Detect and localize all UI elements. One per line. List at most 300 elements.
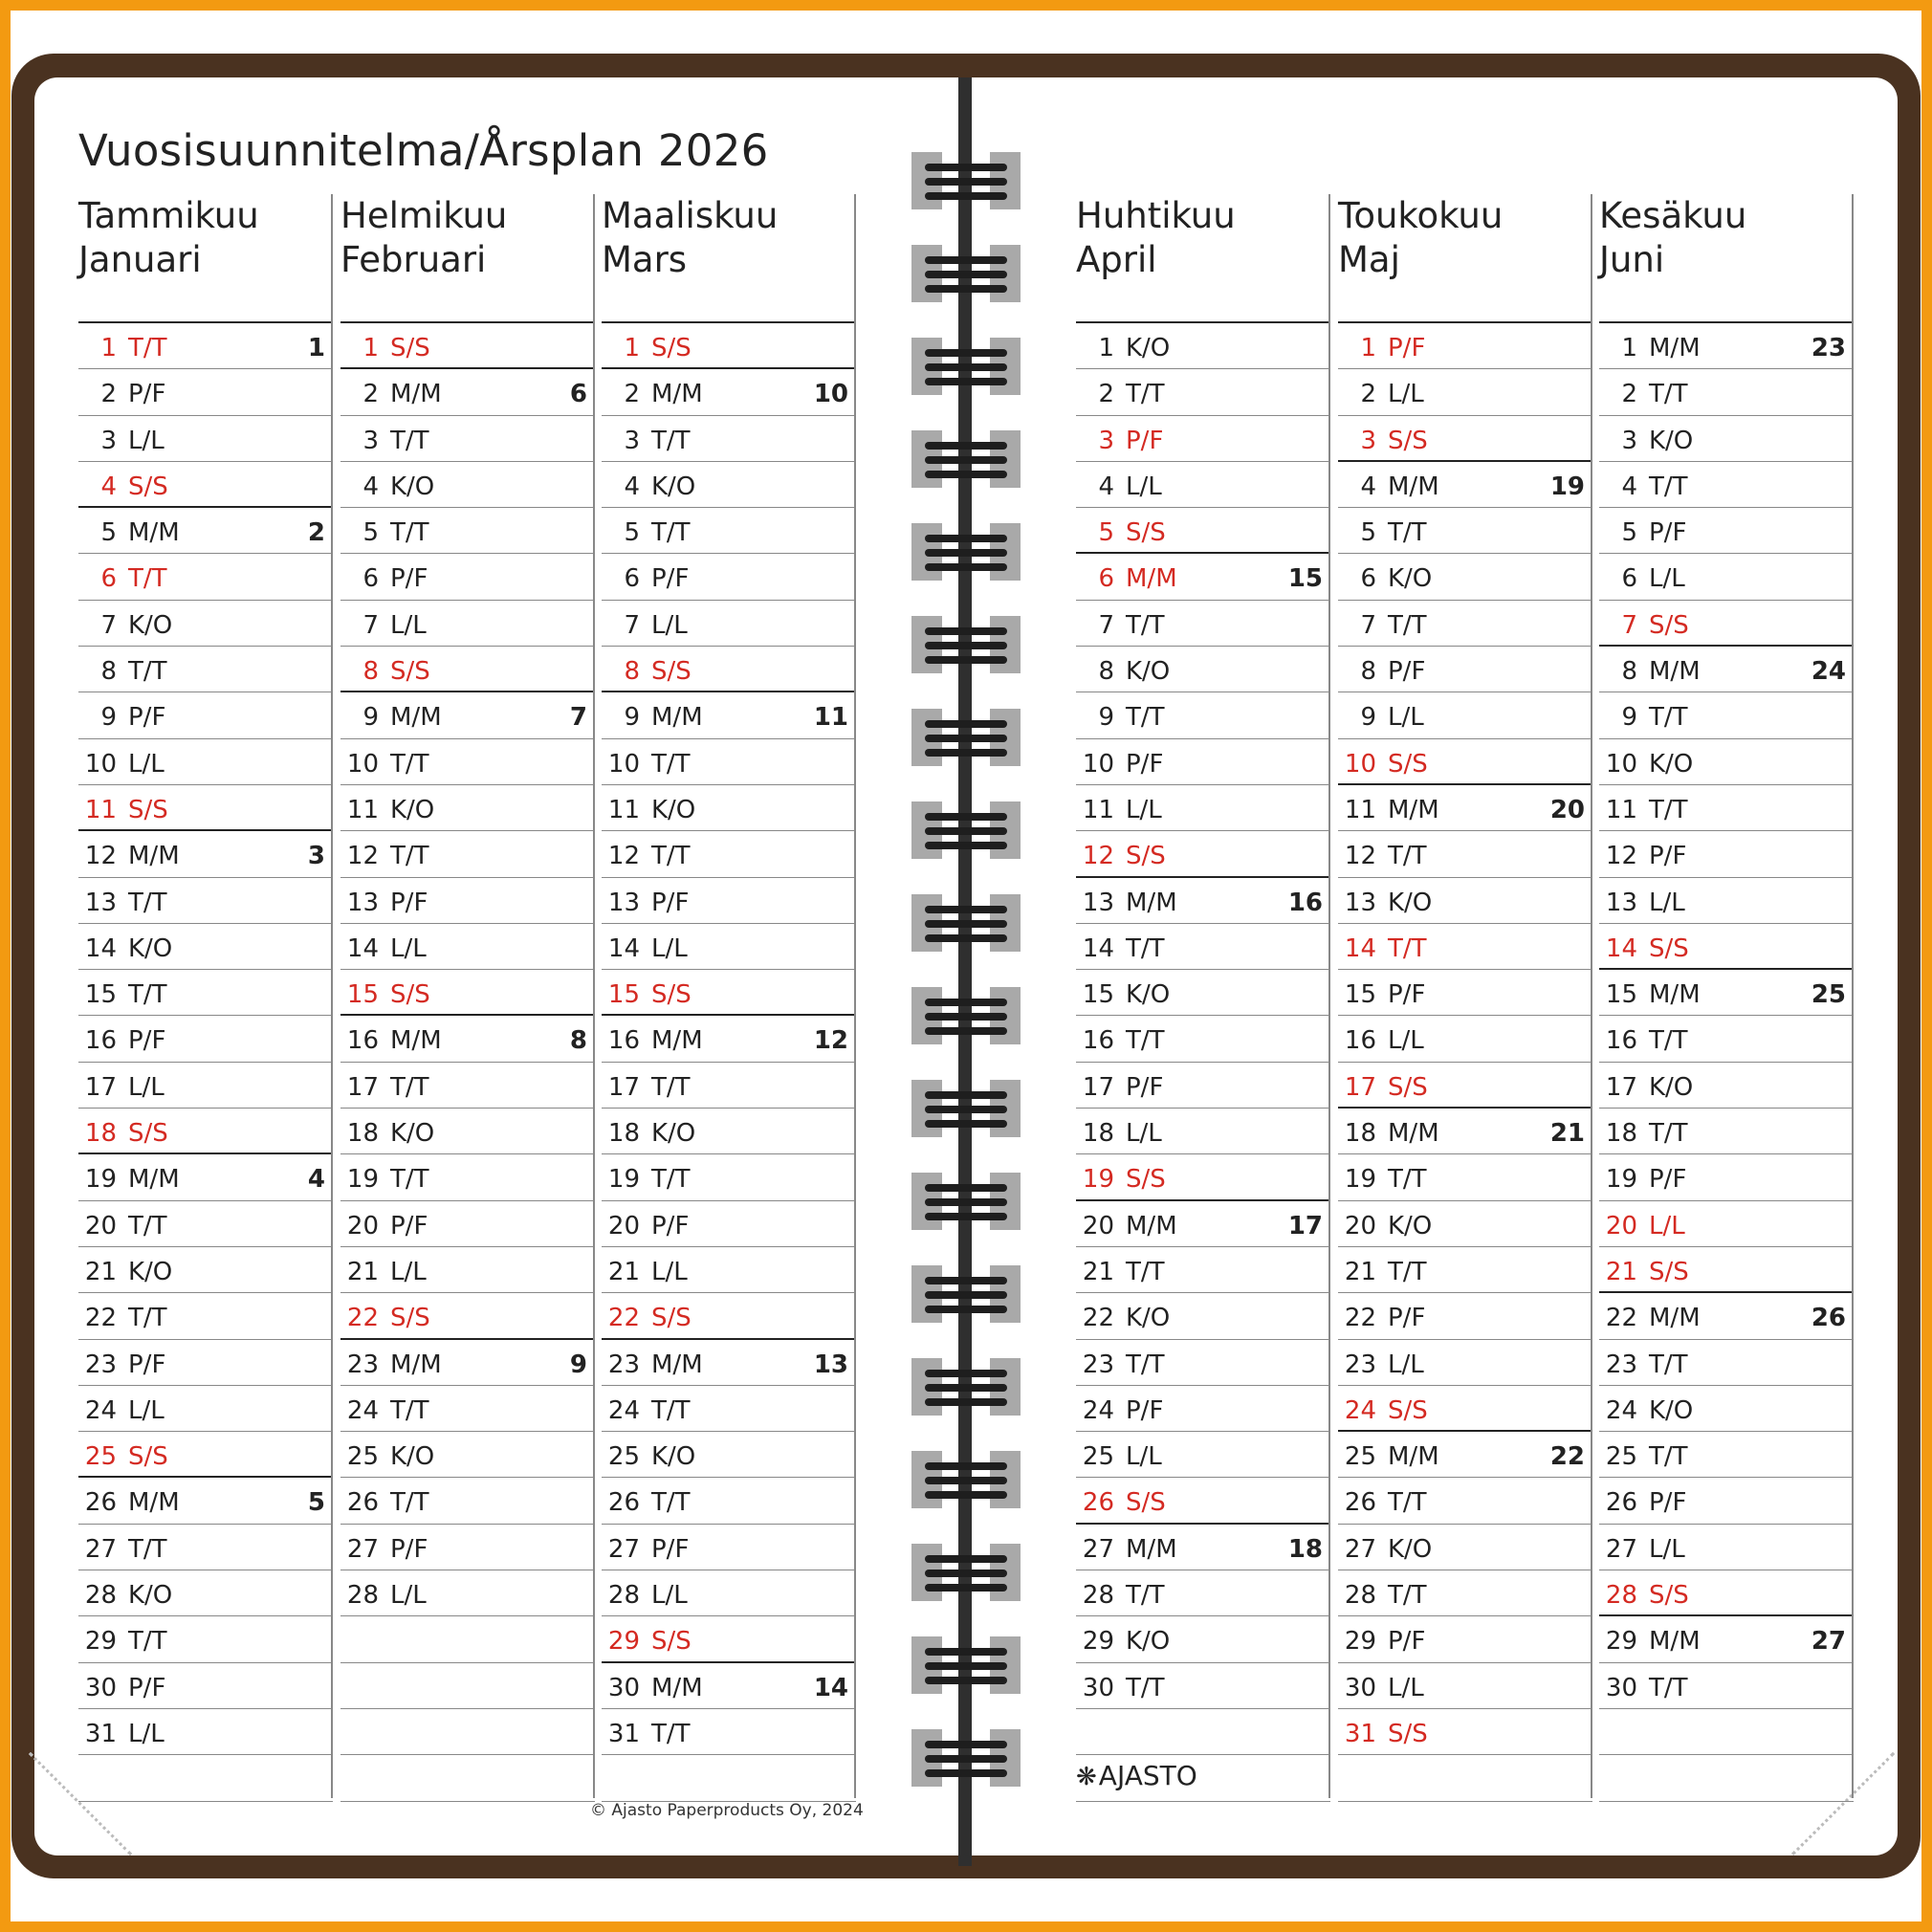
day-number: 28	[1344, 1581, 1376, 1611]
week-number: 21	[1549, 1119, 1585, 1149]
day-row	[1599, 1154, 1854, 1200]
weekday-abbr: K/O	[1126, 334, 1171, 362]
weekday-abbr: M/M	[1649, 1304, 1701, 1333]
weekday-abbr: L/L	[1126, 1119, 1162, 1149]
day-row	[602, 462, 856, 508]
month-column-january	[78, 194, 333, 1798]
day-row	[1599, 1247, 1854, 1293]
day-row	[340, 785, 595, 831]
weekday-abbr: T/T	[128, 1534, 167, 1564]
weekday-abbr: K/O	[1126, 657, 1171, 687]
day-row	[340, 369, 595, 415]
day-row	[1076, 878, 1330, 924]
weekday-abbr: S/S	[390, 980, 430, 1010]
day-row	[1338, 1340, 1592, 1386]
day-number: 8	[1360, 657, 1376, 687]
weekday-abbr: S/S	[651, 980, 692, 1010]
binding-wire	[925, 285, 1007, 293]
week-number: 2	[307, 518, 325, 548]
weekday-abbr: P/F	[128, 1673, 166, 1702]
weekday-abbr: P/F	[1388, 1627, 1426, 1657]
binding-ring	[911, 1729, 1021, 1787]
day-row	[340, 1525, 595, 1570]
day-row	[1338, 1154, 1592, 1200]
day-row	[1338, 1709, 1592, 1755]
day-row	[602, 1154, 856, 1200]
asterisk-logo-icon: ❋	[1076, 1763, 1097, 1791]
day-row	[1599, 462, 1854, 508]
day-number: 20	[84, 1211, 117, 1240]
binding-wire	[925, 164, 1007, 171]
day-number: 18	[1605, 1119, 1637, 1149]
brand-name: AJASTO	[1098, 1760, 1197, 1791]
weekday-abbr: T/T	[651, 842, 691, 871]
day-number: 2	[1098, 380, 1114, 409]
week-number: 18	[1287, 1534, 1323, 1564]
binding-wire	[925, 471, 1007, 478]
weekday-abbr: L/L	[1388, 1026, 1424, 1056]
day-row	[78, 508, 333, 554]
day-number: 13	[607, 888, 640, 917]
weekday-abbr: M/M	[1649, 334, 1701, 362]
day-number: 2	[100, 380, 117, 409]
day-row	[1599, 739, 1854, 785]
weekday-abbr: K/O	[651, 795, 696, 824]
day-number: 1	[624, 334, 640, 362]
weekday-abbr: K/O	[1649, 749, 1694, 779]
day-row	[1599, 601, 1854, 647]
day-row	[602, 1709, 856, 1755]
binding-wire	[925, 842, 1007, 849]
weekday-abbr: T/T	[390, 518, 429, 548]
binding-wire	[925, 271, 1007, 278]
day-row	[1076, 416, 1330, 462]
month-name-fi: Maaliskuu	[602, 195, 779, 236]
day-row	[602, 1293, 856, 1339]
weekday-abbr: P/F	[1126, 1395, 1164, 1425]
day-row	[340, 1386, 595, 1432]
day-number: 5	[624, 518, 640, 548]
day-number: 15	[1082, 980, 1114, 1010]
day-number: 26	[84, 1488, 117, 1518]
day-row	[1076, 1016, 1330, 1062]
weekday-abbr: T/T	[1388, 933, 1427, 963]
day-row	[340, 1340, 595, 1386]
day-number: 22	[1082, 1304, 1114, 1333]
weekday-abbr: M/M	[128, 1488, 180, 1518]
day-row	[78, 416, 333, 462]
day-row	[340, 323, 595, 369]
day-row	[78, 1109, 333, 1154]
day-row	[1599, 369, 1854, 415]
weekday-abbr: K/O	[390, 472, 435, 501]
day-number: 20	[1082, 1211, 1114, 1240]
day-number: 27	[1082, 1534, 1114, 1564]
day-number: 26	[607, 1488, 640, 1518]
day-number: 2	[362, 380, 379, 409]
day-row	[78, 970, 333, 1016]
week-number: 25	[1811, 980, 1846, 1010]
day-row	[1076, 1432, 1330, 1478]
day-number: 7	[624, 610, 640, 640]
weekday-abbr: T/T	[1649, 472, 1688, 501]
weekday-abbr: K/O	[128, 1581, 173, 1611]
weekday-abbr: T/T	[1126, 1673, 1165, 1702]
binding-wire	[925, 1477, 1007, 1484]
week-number: 24	[1811, 657, 1846, 687]
weekday-abbr: K/O	[651, 472, 696, 501]
day-row	[1338, 785, 1592, 831]
weekday-abbr: L/L	[1388, 380, 1424, 409]
day-number: 5	[1098, 518, 1114, 548]
binding-ring	[911, 616, 1021, 673]
day-row	[340, 1063, 595, 1109]
day-row	[78, 369, 333, 415]
binding-ring	[911, 987, 1021, 1044]
day-row	[602, 878, 856, 924]
day-row	[602, 1247, 856, 1293]
weekday-abbr: M/M	[651, 1026, 703, 1056]
day-number: 2	[1360, 380, 1376, 409]
day-number: 9	[624, 703, 640, 733]
day-row	[1599, 1201, 1854, 1247]
day-row	[1076, 785, 1330, 831]
day-number: 4	[1098, 472, 1114, 501]
weekday-abbr: P/F	[1388, 1304, 1426, 1333]
week-number: 4	[307, 1165, 325, 1195]
binding-wire	[925, 1584, 1007, 1592]
week-number: 22	[1549, 1442, 1585, 1472]
day-row	[1076, 1616, 1330, 1662]
weekday-abbr: L/L	[1649, 888, 1685, 917]
day-number: 11	[1605, 795, 1637, 824]
weekday-abbr: T/T	[1126, 1257, 1165, 1286]
day-row	[340, 1154, 595, 1200]
day-row	[1599, 785, 1854, 831]
weekday-abbr: K/O	[390, 795, 435, 824]
weekday-abbr: T/T	[390, 1488, 429, 1518]
week-number: 27	[1811, 1627, 1846, 1657]
weekday-abbr: T/T	[651, 1072, 691, 1102]
weekday-abbr: T/T	[128, 980, 167, 1010]
weekday-abbr: P/F	[1126, 749, 1164, 779]
day-row	[1599, 1570, 1854, 1616]
binding-wire	[925, 1741, 1007, 1748]
month-name-sv: Februari	[340, 239, 487, 280]
day-row	[602, 1478, 856, 1524]
day-number: 10	[607, 749, 640, 779]
day-row	[1338, 323, 1592, 369]
weekday-abbr: T/T	[128, 888, 167, 917]
day-number: 12	[84, 842, 117, 871]
day-row	[1338, 1293, 1592, 1339]
day-row	[1338, 554, 1592, 600]
weekday-abbr: P/F	[1126, 1072, 1164, 1102]
day-row	[1338, 647, 1592, 692]
weekday-abbr: T/T	[390, 842, 429, 871]
day-number: 8	[100, 657, 117, 687]
day-number: 14	[607, 933, 640, 963]
weekday-abbr: L/L	[390, 610, 427, 640]
weekday-abbr: M/M	[390, 1350, 442, 1379]
day-row	[1076, 1478, 1330, 1524]
day-row	[1338, 1478, 1592, 1524]
weekday-abbr: T/T	[1126, 380, 1165, 409]
weekday-abbr: T/T	[651, 426, 691, 455]
day-number: 23	[1344, 1350, 1376, 1379]
day-number: 20	[1605, 1211, 1637, 1240]
week-number: 1	[307, 334, 325, 362]
weekday-abbr: M/M	[128, 842, 180, 871]
day-row	[602, 416, 856, 462]
weekday-abbr: M/M	[1388, 1442, 1439, 1472]
day-row	[78, 1247, 333, 1293]
day-number: 8	[1621, 657, 1637, 687]
day-number: 26	[1344, 1488, 1376, 1518]
binding-wire	[925, 1769, 1007, 1777]
weekday-abbr: K/O	[1126, 1304, 1171, 1333]
day-number: 12	[1605, 842, 1637, 871]
binding-wire	[925, 999, 1007, 1006]
weekday-abbr: T/T	[651, 1395, 691, 1425]
day-list	[1338, 321, 1592, 1802]
month-name-fi: Toukokuu	[1338, 195, 1504, 236]
day-row	[1076, 508, 1330, 554]
weekday-abbr: P/F	[651, 1211, 690, 1240]
day-number: 25	[1344, 1442, 1376, 1472]
binding-ring	[911, 1080, 1021, 1137]
week-number: 19	[1549, 472, 1585, 501]
weekday-abbr: K/O	[1388, 564, 1433, 594]
day-row	[1599, 647, 1854, 692]
day-number: 15	[346, 980, 379, 1010]
day-list	[1599, 321, 1854, 1802]
day-row	[78, 1063, 333, 1109]
binding-ring	[911, 801, 1021, 859]
weekday-abbr: S/S	[390, 1304, 430, 1333]
day-number: 10	[84, 749, 117, 779]
weekday-abbr: T/T	[128, 1304, 167, 1333]
day-number: 24	[1082, 1395, 1114, 1425]
day-number: 27	[1605, 1534, 1637, 1564]
day-row	[78, 647, 333, 692]
weekday-abbr: P/F	[128, 1026, 166, 1056]
day-number: 13	[1344, 888, 1376, 917]
binding-wire	[925, 1677, 1007, 1684]
day-number: 25	[1605, 1442, 1637, 1472]
weekday-abbr: T/T	[1388, 518, 1427, 548]
binding-wire	[925, 192, 1007, 200]
day-number: 27	[1344, 1534, 1376, 1564]
weekday-abbr: S/S	[1126, 1488, 1166, 1518]
weekday-abbr: M/M	[1649, 1627, 1701, 1657]
day-row	[78, 878, 333, 924]
day-row	[340, 601, 595, 647]
month-column-february	[340, 194, 595, 1798]
day-row	[1338, 369, 1592, 415]
day-number: 22	[1344, 1304, 1376, 1333]
day-number: 12	[1344, 842, 1376, 871]
day-number: 16	[607, 1026, 640, 1056]
day-number: 21	[1605, 1257, 1637, 1286]
day-row	[1599, 1663, 1854, 1709]
day-row	[602, 647, 856, 692]
day-row	[78, 739, 333, 785]
day-number: 2	[1621, 380, 1637, 409]
month-name-fi: Helmikuu	[340, 195, 508, 236]
binding-wire	[925, 1013, 1007, 1021]
binding-wire	[925, 563, 1007, 571]
week-number: 23	[1811, 334, 1846, 362]
weekday-abbr: M/M	[1649, 657, 1701, 687]
day-number: 25	[1082, 1442, 1114, 1472]
weekday-abbr: S/S	[1649, 1581, 1689, 1611]
copyright-notice: © Ajasto Paperproducts Oy, 2024	[590, 1801, 864, 1820]
day-number: 22	[607, 1304, 640, 1333]
day-number: 7	[362, 610, 379, 640]
day-number: 25	[607, 1442, 640, 1472]
empty-row	[1599, 1755, 1854, 1801]
binding-wire	[925, 1091, 1007, 1099]
column-divider	[854, 194, 856, 1798]
day-number: 28	[84, 1581, 117, 1611]
day-number: 9	[362, 703, 379, 733]
day-number: 20	[607, 1211, 640, 1240]
day-number: 30	[1605, 1673, 1637, 1702]
binding-wire	[925, 1648, 1007, 1656]
day-number: 15	[84, 980, 117, 1010]
day-number: 30	[607, 1673, 640, 1702]
day-row	[602, 323, 856, 369]
day-number: 26	[346, 1488, 379, 1518]
day-number: 14	[1344, 933, 1376, 963]
week-number: 11	[813, 703, 848, 733]
column-divider	[1328, 194, 1330, 1798]
day-number: 19	[1344, 1165, 1376, 1195]
weekday-abbr: T/T	[128, 1211, 167, 1240]
day-row	[340, 508, 595, 554]
weekday-abbr: L/L	[651, 1257, 688, 1286]
weekday-abbr: L/L	[128, 1719, 165, 1748]
week-number: 26	[1811, 1304, 1846, 1333]
day-row	[78, 785, 333, 831]
week-number: 6	[569, 380, 587, 409]
day-row	[1599, 1616, 1854, 1662]
binding-wire	[925, 1120, 1007, 1128]
week-number: 10	[813, 380, 848, 409]
day-number: 3	[100, 426, 117, 455]
week-number: 15	[1287, 564, 1323, 594]
day-row	[1076, 554, 1330, 600]
day-number: 3	[624, 426, 640, 455]
day-row	[340, 1016, 595, 1062]
binding-wire	[925, 349, 1007, 357]
day-number: 7	[100, 610, 117, 640]
weekday-abbr: S/S	[128, 1442, 168, 1472]
month-name-sv: Januari	[78, 239, 202, 280]
weekday-abbr: T/T	[1126, 1026, 1165, 1056]
day-number: 31	[84, 1719, 117, 1748]
day-row	[78, 323, 333, 369]
day-number: 15	[607, 980, 640, 1010]
day-row	[1076, 1570, 1330, 1616]
binding-wire	[925, 256, 1007, 264]
day-number: 26	[1082, 1488, 1114, 1518]
day-row	[1338, 970, 1592, 1016]
day-row	[1338, 1063, 1592, 1109]
day-number: 13	[84, 888, 117, 917]
weekday-abbr: T/T	[1649, 1673, 1688, 1702]
binding-wire	[925, 178, 1007, 186]
day-number: 25	[84, 1442, 117, 1472]
day-row	[602, 1201, 856, 1247]
day-row	[1599, 323, 1854, 369]
day-row	[602, 601, 856, 647]
day-number: 28	[1082, 1581, 1114, 1611]
day-row	[1599, 924, 1854, 970]
day-row	[602, 970, 856, 1016]
day-row	[78, 1478, 333, 1524]
empty-row	[1599, 1709, 1854, 1755]
day-number: 4	[624, 472, 640, 501]
day-number: 6	[362, 564, 379, 594]
day-row	[602, 554, 856, 600]
weekday-abbr: S/S	[1388, 749, 1428, 779]
day-row	[1599, 1525, 1854, 1570]
weekday-abbr: P/F	[128, 703, 166, 733]
day-row	[1338, 1109, 1592, 1154]
day-number: 17	[346, 1072, 379, 1102]
day-number: 5	[362, 518, 379, 548]
day-row	[78, 1293, 333, 1339]
day-number: 12	[346, 842, 379, 871]
weekday-abbr: T/T	[128, 1627, 167, 1657]
day-number: 14	[1082, 933, 1114, 963]
day-row	[1076, 970, 1330, 1016]
day-row	[1338, 1570, 1592, 1616]
weekday-abbr: P/F	[390, 1211, 428, 1240]
week-number: 5	[307, 1488, 325, 1518]
week-number: 12	[813, 1026, 848, 1056]
weekday-abbr: P/F	[1126, 426, 1164, 455]
day-number: 8	[624, 657, 640, 687]
weekday-abbr: T/T	[390, 1165, 429, 1195]
binding-wire	[925, 1306, 1007, 1313]
month-column-april	[1076, 194, 1330, 1798]
day-row	[78, 1154, 333, 1200]
weekday-abbr: L/L	[1388, 1673, 1424, 1702]
day-number: 20	[346, 1211, 379, 1240]
weekday-abbr: L/L	[1649, 1534, 1685, 1564]
day-row	[602, 1109, 856, 1154]
day-number: 16	[1605, 1026, 1637, 1056]
day-row	[78, 1663, 333, 1709]
weekday-abbr: S/S	[1126, 518, 1166, 548]
day-number: 13	[1605, 888, 1637, 917]
weekday-abbr: P/F	[651, 564, 690, 594]
day-number: 25	[346, 1442, 379, 1472]
day-number: 9	[100, 703, 117, 733]
weekday-abbr: L/L	[1126, 795, 1162, 824]
day-number: 26	[1605, 1488, 1637, 1518]
day-number: 4	[1621, 472, 1637, 501]
day-number: 30	[1082, 1673, 1114, 1702]
weekday-abbr: T/T	[128, 564, 167, 594]
weekday-abbr: M/M	[651, 703, 703, 733]
day-row	[1076, 1525, 1330, 1570]
weekday-abbr: P/F	[128, 380, 166, 409]
day-row	[340, 1432, 595, 1478]
